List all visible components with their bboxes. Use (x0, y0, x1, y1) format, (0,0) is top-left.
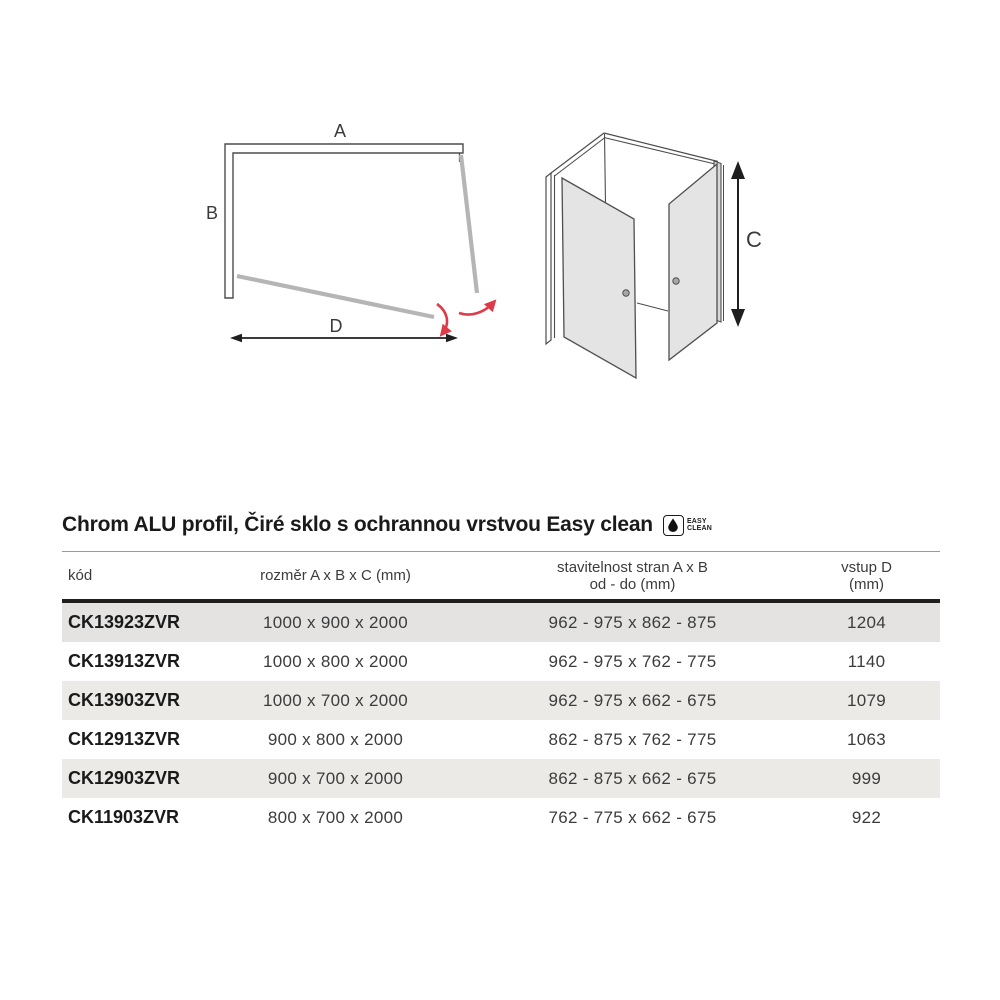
cell-code: CK11903ZVR (68, 807, 180, 827)
header-adjust-line1: stavitelnost stran A x B (557, 558, 708, 576)
table-row (62, 681, 940, 720)
header-size: rozměr A x B x C (mm) (260, 567, 411, 584)
swing-arrow-left-icon (437, 304, 447, 334)
cell-entry: 1063 (846, 729, 887, 749)
left-wall-profile (546, 173, 551, 344)
label-a: A (333, 121, 347, 141)
cell-range: 862 - 875 x 662 - 675 (548, 768, 717, 788)
door-handle-right-icon (673, 278, 679, 284)
table-row (62, 759, 940, 798)
easy-clean-label (687, 518, 712, 533)
top-rails (551, 133, 718, 176)
cell-entry: 922 (851, 807, 882, 827)
swing-arrow-right-icon (459, 302, 494, 315)
water-drop-icon (663, 515, 684, 536)
cell-range: 762 - 775 x 662 - 675 (548, 807, 717, 827)
header-entry-line2: (mm) (849, 575, 884, 593)
dimension-arrow-d (230, 334, 458, 342)
table-header-row (62, 551, 940, 603)
cell-range: 862 - 875 x 762 - 775 (548, 729, 717, 749)
cell-code: CK12913ZVR (68, 729, 181, 749)
spec-table (62, 551, 940, 837)
header-adjust-line2: od - do (mm) (589, 575, 676, 593)
cell-size: 1000 x 900 x 2000 (263, 612, 408, 632)
easy-clean-line1: EASY (686, 517, 707, 525)
technical-diagrams (0, 0, 1000, 480)
label-b: B (205, 203, 219, 223)
header-entry (793, 559, 940, 593)
cell-size: 900 x 800 x 2000 (267, 729, 404, 749)
wall-profiles (225, 144, 463, 298)
cell-code: CK13923ZVR (68, 612, 181, 632)
title-row (62, 506, 940, 544)
floor-line (637, 303, 668, 311)
cell-entry: 1140 (847, 651, 886, 671)
table-row (62, 642, 940, 681)
door-panel-right (461, 155, 477, 293)
cell-range: 962 - 975 x 662 - 675 (548, 690, 717, 710)
cell-entry: 1204 (846, 612, 887, 632)
back-corner-edge (605, 134, 606, 204)
easy-clean-badge (663, 515, 712, 536)
header-entry-line1: vstup D (841, 558, 892, 576)
header-adjust-range (472, 559, 793, 593)
plan-view-diagram (206, 121, 494, 342)
page-title: Chrom ALU profil, Čiré sklo s ochrannou vrstvou Easy clean (62, 513, 653, 536)
glass-door-left (562, 178, 636, 378)
cell-size: 1000 x 700 x 2000 (263, 690, 408, 710)
easy-clean-line2: CLEAN (686, 525, 713, 532)
cell-range: 962 - 975 x 762 - 775 (548, 651, 717, 671)
cell-range: 962 - 975 x 862 - 875 (548, 612, 717, 632)
cell-entry: 1079 (846, 690, 887, 710)
cell-size: 1000 x 800 x 2000 (263, 651, 408, 671)
table-row (62, 798, 940, 837)
label-c: C (746, 227, 762, 252)
table-row (62, 720, 940, 759)
dimension-arrow-c (731, 161, 745, 327)
cell-code: CK13903ZVR (68, 690, 181, 710)
glass-door-right (669, 164, 717, 360)
cell-code: CK12903ZVR (68, 768, 181, 788)
header-code: kód (68, 567, 93, 584)
cell-code: CK13913ZVR (68, 651, 181, 671)
cell-entry: 999 (851, 768, 882, 788)
door-handle-left-icon (623, 290, 629, 296)
cell-size: 800 x 700 x 2000 (267, 807, 404, 827)
table-row (62, 603, 940, 642)
cell-size: 900 x 700 x 2000 (267, 768, 404, 788)
label-d: D (329, 316, 343, 336)
door-panel-left (237, 276, 434, 317)
perspective-view-diagram (546, 133, 762, 378)
